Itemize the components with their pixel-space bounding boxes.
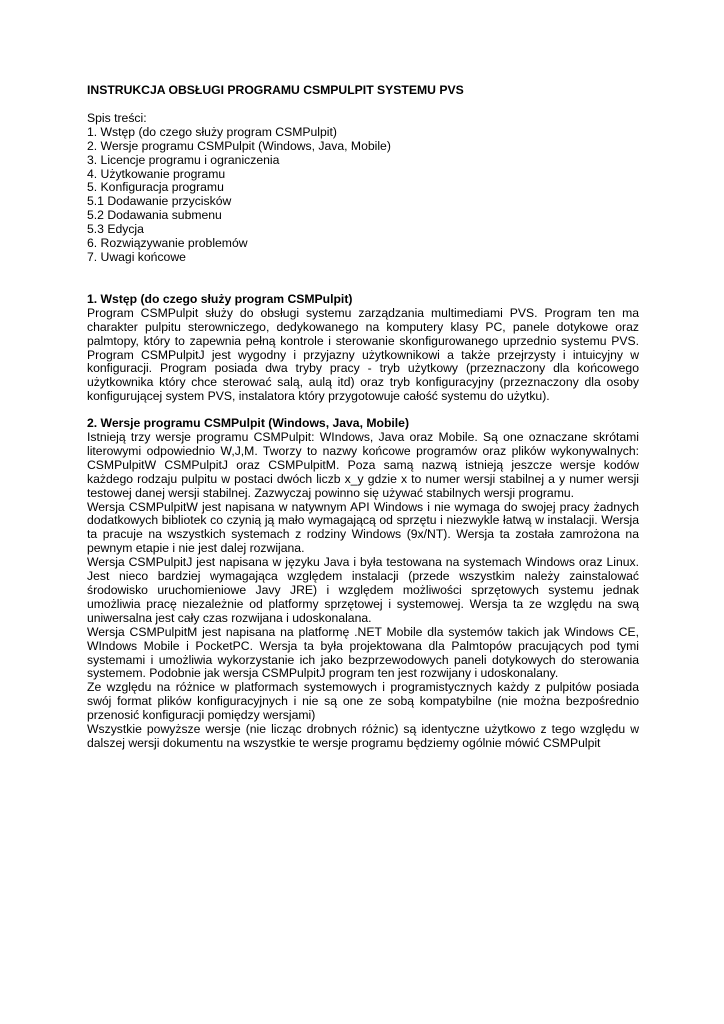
toc-item: 4. Użytkowanie programu [87,166,226,181]
toc-item: 2. Wersje programu CSMPulpit (Windows, Java, Mobile) [87,138,391,153]
paragraph: Wszystkie powyższe wersje (nie licząc drobnych różnic) są identyczne użytkowo z tego względu w dalszej wersji dokumentu na wszystkie te wersje programu będziemy ogólnie mówić CSMPulpit [87,722,639,750]
paragraph: Wersja CSMPulpitJ jest napisana w języku Java i była testowana na systemach Windows oraz Linux. Jest nieco bardziej wymagająca względem instalacji (przede wszystkim należy zainstalować środowisko uruchomieniowe Javy JRE) i względem możliwości sprzętowych systemu jednak umożliwia pracę niezależnie od platformy sprzętowej i systemowej. Wersja ta ze względu na swą uniwersalna jest cały czas rozwijana i udoskonalana. [87,555,639,625]
toc-item: 1. Wstęp (do czego służy program CSMPulpit) [87,124,337,139]
paragraph: Wersja CSMPulpitW jest napisana w natywnym API Windows i nie wymaga do swojej pracy żadnych dodatkowych bibliotek co czynią ją mało wymagającą od sprzętu i niezwykle łatwą w instalacji. Wersja ta pracuje na wszystkich systemach z rodziny Windows (9x/NT). Wersja ta została zamrożona na pewnym etapie i nie jest dalej rozwijana. [87,499,639,556]
section-introduction [87,293,639,404]
paragraph: Wersja CSMPulpitM jest napisana na platformę .NET Mobile dla systemów takich jak Windows CE, WIndows Mobile i PocketPC. Wersja ta była projektowana dla Palmtopów pracujących pod tymi systemami i umożliwia wykorzystanie ich jako bezprzewodowych paneli dotykowych do sterowania systemem. Podobnie jak wersja CSMPulpitJ program ten jest rozwijany i udoskonalany. [87,624,639,681]
toc-list [87,126,639,265]
section-heading: 2. Wersje programu CSMPulpit (Windows, Java, Mobile) [87,416,410,431]
section-heading: 1. Wstęp (do czego służy program CSMPulpit) [87,291,353,306]
document-title: INSTRUKCJA OBSŁUGI PROGRAMU CSMPULPIT SYSTEMU PVS [87,83,464,97]
toc-item: 5.2 Dodawania submenu [87,208,222,223]
document-page [87,84,639,751]
section-versions [87,417,639,751]
table-of-contents [87,112,639,265]
toc-item: 5.3 Edycja [87,222,144,237]
toc-item: 3. Licencje programu i ograniczenia [87,152,280,167]
paragraph: Ze względu na różnice w platformach systemowych i programistycznych każdy z pulpitów posiada swój format plików konfiguracyjnych i nie są one ze sobą kompatybilne (nie można bezpośrednio przenosić konfiguracji pomiędzy wersjami) [87,680,639,723]
toc-item: 5. Konfiguracja programu [87,180,224,195]
toc-item: 6. Rozwiązywanie problemów [87,236,248,251]
toc-heading: Spis treści: [87,110,147,125]
toc-item: 7. Uwagi końcowe [87,249,186,264]
paragraph: Program CSMPulpit służy do obsługi systemu zarządzania multimediami PVS. Program ten ma charakter pulpitu sterowniczego, dedykowanego na komputery klasy PC, panele dotykowe oraz palmtopy, który to zapewnia pełną kontrole i sterowanie skonfigurowanego uprzednio systemu PVS. Program CSMPulpitJ jest wygodny i przyjazny użytkownikowi a także przejrzysty i intuicyjny w konfiguracji. Program posiada dwa tryby pracy - tryb użytkowy (przeznaczony dla końcowego użytkownika który chce sterować salą, aulą itd) oraz tryb konfiguracyjny (przeznaczony dla osoby konfigurującej system PVS, instalatora który przygotowuje całość systemu do użytku). [87,305,639,404]
paragraph: Istnieją trzy wersje programu CSMPulpit: WIndows, Java oraz Mobile. Są one oznaczane skrótami literowymi odpowiednio W,J,M. Tworzy to nazwy końcowe programów oraz plików wykonywalnych: CSMPulpitW CSMPulpitJ oraz CSMPulpitM. Poza samą nazwą istnieją jeszcze wersje kodów każdego rodzaju pulpitu w postaci dwóch liczb x_y gdzie x to numer wersji stabilnej a y numer wersji testowej danej wersji stabilnej. Zazwyczaj powinno się używać stabilnych wersji programu. [87,430,639,500]
toc-item: 5.1 Dodawanie przycisków [87,194,232,209]
